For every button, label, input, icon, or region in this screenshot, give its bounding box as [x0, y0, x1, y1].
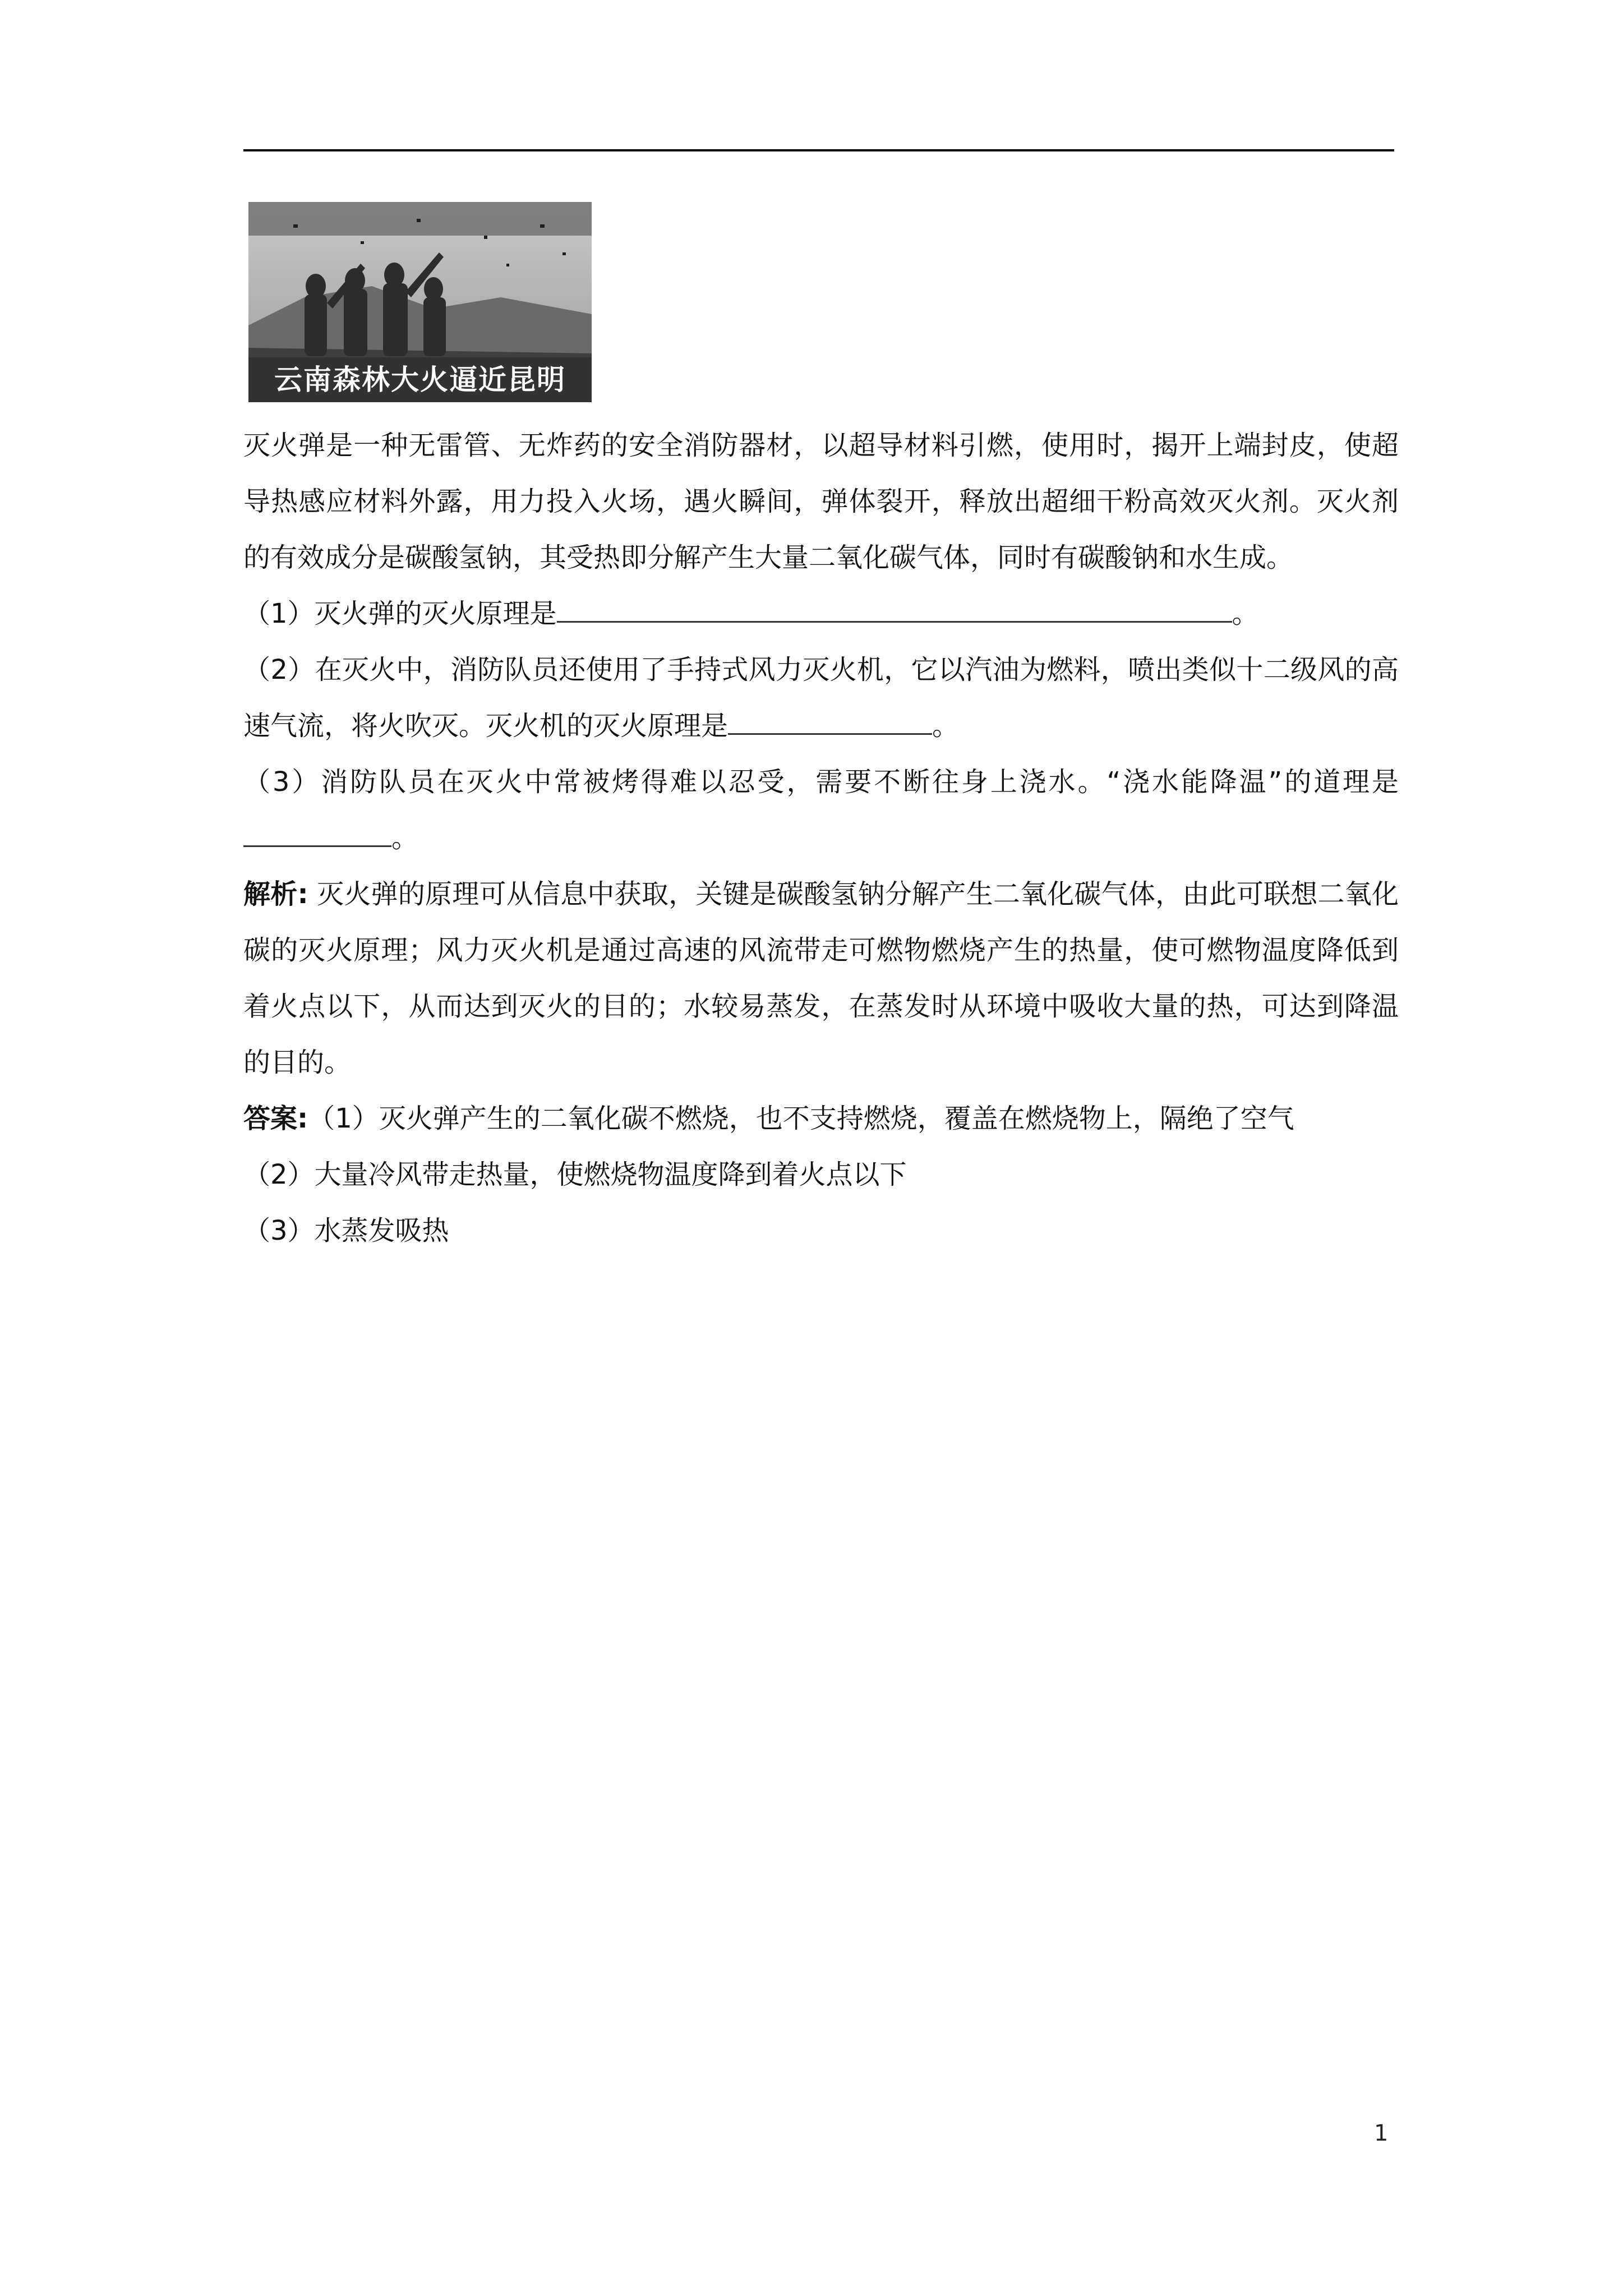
analysis-paragraph [243, 866, 1399, 1091]
page-number: 1 [1374, 2120, 1389, 2146]
question-3 [243, 754, 1399, 866]
answer-blank-1 [557, 594, 1232, 623]
question-1-text: （1）灭火弹的灭火原理是 [243, 598, 557, 629]
answer-blank-3 [243, 818, 391, 847]
question-3-text: （3）消防队员在灭火中常被烤得难以忍受，需要不断往身上浇水。“浇水能降温”的道理是 [243, 766, 1399, 798]
header-rule [243, 149, 1394, 151]
analysis-label: 解析: [243, 878, 308, 910]
forest-fire-photo [248, 202, 592, 402]
question-1-end: 。 [1232, 598, 1259, 629]
answer-1-text: （1）灭火弹产生的二氧化碳不燃烧，也不支持燃烧，覆盖在燃烧物上，隔绝了空气 [308, 1103, 1294, 1134]
answer-label: 答案: [243, 1103, 308, 1134]
answer-line-3: （3）水蒸发吸热 [243, 1215, 449, 1246]
question-3-end: 。 [391, 822, 419, 854]
answer-line-1 [243, 1091, 1399, 1147]
photo-caption: 云南森林大火逼近昆明 [248, 357, 592, 402]
question-1 [243, 586, 1399, 642]
question-2 [243, 642, 1399, 754]
question-2-text: （2）在灭火中，消防队员还使用了手持式风力灭火机，它以汽油为燃料，喷出类似十二级风的高速气流，将火吹灭。灭火机的灭火原理是 [243, 654, 1399, 742]
document-body [243, 417, 1399, 1259]
answer-line-2: （2）大量冷风带走热量，使燃烧物温度降到着火点以下 [243, 1159, 907, 1190]
question-2-end: 。 [932, 710, 960, 742]
analysis-text: 灭火弹的原理可从信息中获取，关键是碳酸氢钠分解产生二氧化碳气体，由此可联想二氧化碳的灭火原理；风力灭火机是通过高速的风流带走可燃物燃烧产生的热量，使可燃物温度降低到着火点以下，从而达到灭火的目的；水较易蒸发，在蒸发时从环境中吸收大量的热，可达到降温的目的。 [243, 878, 1399, 1078]
answer-blank-2 [728, 706, 932, 735]
intro-paragraph: 灭火弹是一种无雷管、无炸药的安全消防器材，以超导材料引燃，使用时，揭开上端封皮，使超导热感应材料外露，用力投入火场，遇火瞬间，弹体裂开，释放出超细干粉高效灭火剂。灭火剂的有效成分是碳酸氢钠，其受热即分解产生大量二氧化碳气体，同时有碳酸钠和水生成。 [243, 430, 1399, 573]
